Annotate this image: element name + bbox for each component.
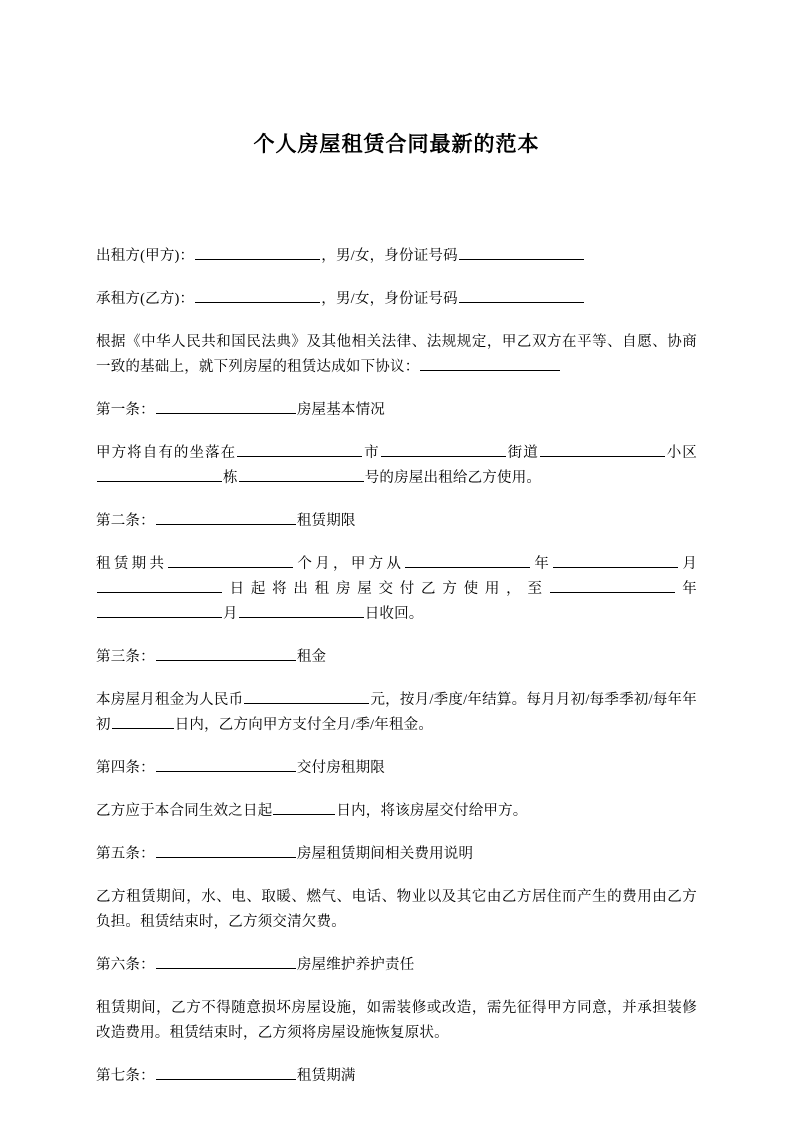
article-5-body <box>96 885 697 935</box>
article-1-body <box>96 441 697 491</box>
fill-in-blank[interactable] <box>112 713 174 729</box>
preamble-paragraph <box>96 330 697 380</box>
paragraph-text: 小区 <box>665 445 697 461</box>
article-2-body <box>96 552 697 627</box>
fill-in-blank[interactable] <box>97 466 222 482</box>
fill-in-blank[interactable] <box>156 953 296 969</box>
article-6-heading <box>96 953 697 978</box>
paragraph-text: 第三条： <box>96 649 155 665</box>
paragraph-text: 年 <box>675 581 698 597</box>
fill-in-blank[interactable] <box>239 466 364 482</box>
paragraph-text: 乙方应于本合同生效之日起 <box>96 803 273 819</box>
fill-in-blank[interactable] <box>97 577 222 593</box>
paragraph-text: 号的房屋出租给乙方使用。 <box>364 470 542 486</box>
article-2-heading <box>96 509 697 534</box>
paragraph-text: 租赁期间，乙方不得随意损坏房屋设施，如需装修或改造，需先征得甲方同意，并承担装修改造费用。租赁结束时，乙方须将房屋设施恢复原状。 <box>96 1000 697 1041</box>
article-3-heading <box>96 645 697 670</box>
paragraph-text: 交付房租期限 <box>296 760 386 776</box>
document-body <box>96 158 697 1089</box>
fill-in-blank[interactable] <box>381 441 506 457</box>
fill-in-blank[interactable] <box>244 688 369 704</box>
fill-in-blank[interactable] <box>156 756 296 772</box>
fill-in-blank[interactable] <box>405 552 530 568</box>
lessee-line <box>96 287 697 312</box>
fill-in-blank[interactable] <box>156 1064 296 1080</box>
fill-in-blank[interactable] <box>195 287 320 303</box>
paragraph-text: 月 <box>679 556 698 572</box>
fill-in-blank[interactable] <box>97 602 222 618</box>
paragraph-text: 日收回。 <box>364 606 424 622</box>
fill-in-blank[interactable] <box>156 645 296 661</box>
paragraph-text: 第七条： <box>96 1068 155 1084</box>
paragraph-text: 租赁期共 <box>96 556 168 572</box>
paragraph-text: 元，按月/季度/年结算。每月月初/每季季初/每年年初 <box>96 692 698 733</box>
fill-in-blank[interactable] <box>239 602 364 618</box>
fill-in-blank[interactable] <box>156 398 296 414</box>
fill-in-blank[interactable] <box>168 552 293 568</box>
paragraph-text: 个月，甲方从 <box>294 556 405 572</box>
article-5-heading <box>96 842 697 867</box>
fill-in-blank[interactable] <box>237 441 362 457</box>
paragraph-text: 栋 <box>223 470 238 486</box>
paragraph-text: 根据《中华人民共和国民法典》及其他相关法律、法规规定，甲乙双方在平等、自愿、协商一致的基础上，就下列房屋的租赁达成如下协议： <box>96 334 697 375</box>
paragraph-text: 房屋维护养护责任 <box>296 957 415 973</box>
article-1-heading <box>96 398 697 423</box>
paragraph-text: 第一条： <box>96 402 155 418</box>
article-3-body <box>96 688 697 738</box>
paragraph-text: 日内，乙方向甲方支付全月/季/年租金。 <box>174 717 434 733</box>
paragraph-text: 乙方租赁期间，水、电、取暖、燃气、电话、物业以及其它由乙方居住而产生的费用由乙方负担。租赁结束时，乙方须交清欠费。 <box>96 889 697 930</box>
paragraph-text: 房屋基本情况 <box>296 402 386 418</box>
paragraph-text: 第五条： <box>96 846 155 862</box>
article-7-heading <box>96 1064 697 1089</box>
paragraph-text: 日起将出租房屋交付乙方使用，至 <box>223 581 549 597</box>
fill-in-blank[interactable] <box>156 509 296 525</box>
paragraph-text: 第二条： <box>96 513 155 529</box>
paragraph-text: 租金 <box>296 649 327 665</box>
lessor-line <box>96 244 697 269</box>
paragraph-text: 月 <box>223 606 238 622</box>
paragraph-text: 出租方(甲方)： <box>96 248 195 264</box>
paragraph-text: 日内，将该房屋交付给甲方。 <box>336 803 528 819</box>
paragraph-text: 市 <box>363 445 380 461</box>
fill-in-blank[interactable] <box>459 244 584 260</box>
paragraph-text: 租赁期限 <box>296 513 356 529</box>
article-4-body <box>96 799 697 824</box>
fill-in-blank[interactable] <box>195 244 320 260</box>
article-6-body <box>96 996 697 1046</box>
paragraph-text: 租赁期满 <box>296 1068 356 1084</box>
fill-in-blank[interactable] <box>273 799 335 815</box>
fill-in-blank[interactable] <box>156 842 296 858</box>
paragraph-text: 第六条： <box>96 957 155 973</box>
fill-in-blank[interactable] <box>550 577 675 593</box>
paragraph-text: 本房屋月租金为人民币 <box>96 692 244 708</box>
paragraph-text: 年 <box>531 556 553 572</box>
paragraph-text: 承租方(乙方)： <box>96 291 195 307</box>
fill-in-blank[interactable] <box>459 287 584 303</box>
paragraph-text: ，男/女，身份证号码 <box>321 248 458 264</box>
paragraph-text: 甲方将自有的坐落在 <box>96 445 237 461</box>
article-4-heading <box>96 756 697 781</box>
paragraph-text: 第四条： <box>96 760 155 776</box>
paragraph-text: ，男/女，身份证号码 <box>321 291 458 307</box>
page-title: 个人房屋租赁合同最新的范本 <box>253 133 540 156</box>
fill-in-blank[interactable] <box>553 552 678 568</box>
paragraph-text: 房屋租赁期间相关费用说明 <box>296 846 474 862</box>
paragraph-text: 街道 <box>506 445 539 461</box>
fill-in-blank[interactable] <box>420 355 560 371</box>
fill-in-blank[interactable] <box>540 441 665 457</box>
